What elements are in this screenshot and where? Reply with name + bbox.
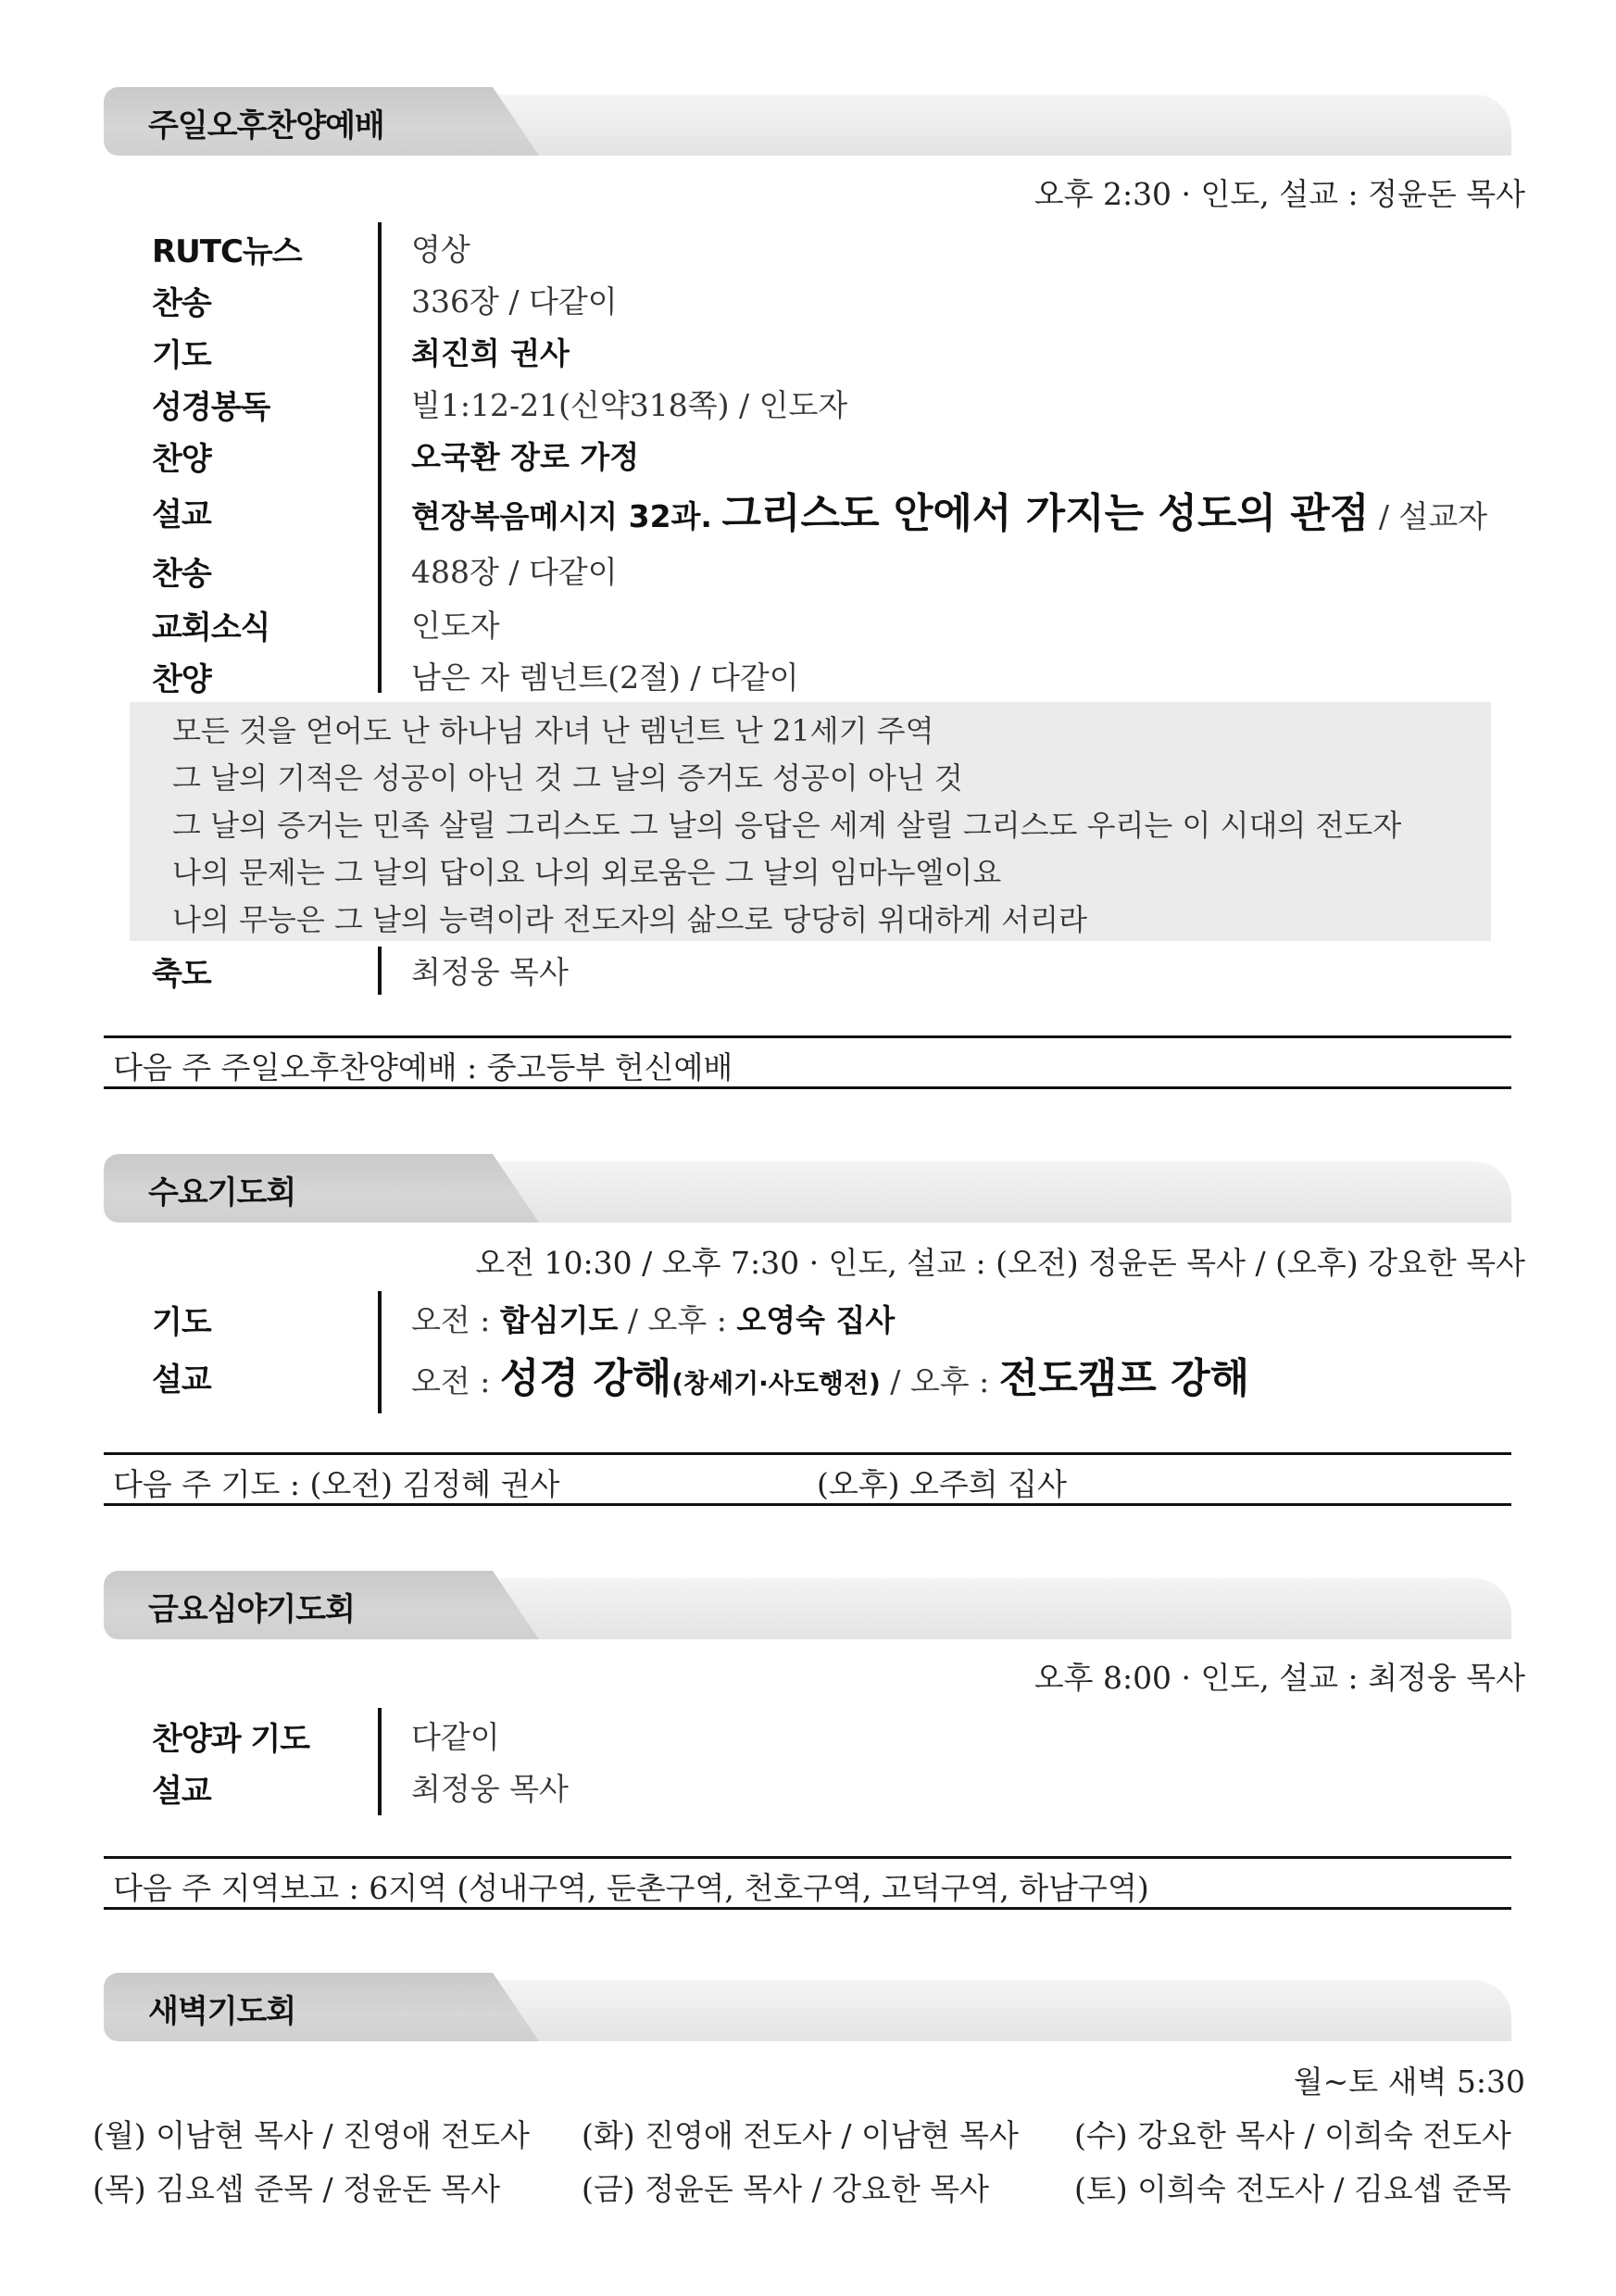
next-week-prayer-am: 다음 주 기도 : (오전) 김정혜 권사 (113, 1466, 560, 1502)
order-label: 성경봉독 (152, 389, 270, 426)
next-week-note (104, 1452, 1511, 1506)
schedule-entry: (월) 이남현 목사 / 진영애 전도사 (93, 2117, 530, 2153)
order-label: 기도 (152, 1304, 211, 1341)
order-value: 남은 자 렘넌트(2절) / 다같이 (411, 659, 799, 696)
order-label: 찬송 (152, 556, 211, 593)
order-value: 다같이 (411, 1719, 500, 1755)
order-value: 최정웅 목사 (411, 1771, 569, 1807)
order-value: 오국환 장로 가정 (411, 439, 640, 475)
pm-prefix: / 오후 : (890, 1363, 990, 1399)
order-label: 설교 (152, 1773, 211, 1810)
schedule-entry: (화) 진영애 전도사 / 이남현 목사 (582, 2117, 1019, 2153)
schedule-entry: (금) 정윤돈 목사 / 강요한 목사 (582, 2171, 989, 2207)
service-time: 월~토 새벽 5:30 (1293, 2064, 1525, 2100)
order-label: 찬양과 기도 (152, 1721, 310, 1758)
service-time: 오후 8:00 · 인도, 설교 : 최정웅 목사 (1033, 1660, 1525, 1696)
pm-prayer: 오영숙 집사 (736, 1302, 896, 1338)
schedule-entry: (토) 이희숙 전도사 / 김요셉 준목 (1074, 2171, 1511, 2207)
section-header-wednesday (104, 1154, 1511, 1223)
schedule-entry: (목) 김요셉 준목 / 정윤돈 목사 (93, 2171, 500, 2207)
am-sermon-note: (창세기·사도행전) (671, 1368, 881, 1399)
sermon-title: 그리스도 안에서 가지는 성도의 관점 (721, 490, 1370, 537)
lyrics-box (130, 702, 1491, 941)
section-title: 주일오후찬양예배 (148, 107, 384, 144)
order-label: 찬양 (152, 661, 211, 698)
section-header-friday (104, 1571, 1511, 1639)
section-header-sunday (104, 87, 1511, 156)
order-value: 최진희 권사 (411, 335, 570, 371)
next-week-text: 다음 주 주일오후찬양예배 : 중고등부 헌신예배 (113, 1049, 733, 1085)
order-value: 336장 / 다같이 (411, 283, 618, 320)
lyric-line: 나의 무능은 그 날의 능력이라 전도자의 삶으로 당당히 위대하게 서리라 (172, 902, 1087, 937)
next-week-prayer-pm: (오후) 오주희 집사 (817, 1466, 1067, 1502)
order-label: RUTC뉴스 (152, 233, 302, 270)
pm-prefix: / 오후 : (627, 1302, 727, 1338)
order-label: 설교 (152, 1361, 211, 1399)
prayer-value (411, 1297, 895, 1340)
order-value: 빌1:12-21(신약318쪽) / 인도자 (411, 387, 848, 423)
order-label: 교회소식 (152, 609, 270, 646)
sermon-speaker: / 설교자 (1378, 498, 1488, 534)
order-label: 찬송 (152, 285, 211, 322)
section-header-dawn (104, 1973, 1511, 2041)
am-prefix: 오전 : (411, 1363, 491, 1399)
order-label: 찬양 (152, 441, 211, 478)
sermon-value (411, 1345, 1249, 1404)
next-week-text: 다음 주 지역보고 : 6지역 (성내구역, 둔촌구역, 천호구역, 고덕구역, 하남구역) (113, 1870, 1149, 1906)
order-label: 기도 (152, 337, 211, 374)
order-value: 488장 / 다같이 (411, 554, 618, 590)
order-value: 인도자 (411, 608, 500, 644)
section-title: 수요기도회 (148, 1174, 296, 1211)
lyric-line: 그 날의 기적은 성공이 아닌 것 그 날의 증거도 성공이 아닌 것 (172, 760, 963, 796)
sermon-value (411, 480, 1487, 539)
service-time: 오후 2:30 · 인도, 설교 : 정윤돈 목사 (1033, 176, 1525, 212)
order-label: 축도 (152, 956, 211, 993)
schedule-entry: (수) 강요한 목사 / 이희숙 전도사 (1074, 2117, 1511, 2153)
section-title: 금요심야기도회 (148, 1591, 355, 1628)
am-prayer: 합심기도 (499, 1302, 619, 1338)
next-week-note (104, 1856, 1511, 1910)
lyric-line: 그 날의 증거는 민족 살릴 그리스도 그 날의 응답은 세계 살릴 그리스도 우리는 이 시대의 전도자 (172, 808, 1402, 843)
am-sermon: 성경 강해 (499, 1355, 672, 1402)
lyric-line: 모든 것을 얻어도 난 하나님 자녀 난 렘넌트 난 21세기 주역 (172, 713, 934, 748)
pm-sermon: 전도캠프 강해 (998, 1355, 1250, 1402)
lyric-line: 나의 문제는 그 날의 답이요 나의 외로움은 그 날의 임마누엘이요 (172, 855, 1002, 890)
order-label: 설교 (152, 496, 211, 533)
next-week-note (104, 1035, 1511, 1089)
sermon-series: 현장복음메시지 32과. (411, 498, 712, 534)
order-value: 최정웅 목사 (411, 954, 569, 990)
order-value: 영상 (411, 232, 470, 268)
section-title: 새벽기도회 (148, 1993, 296, 2030)
service-time: 오전 10:30 / 오후 7:30 · 인도, 설교 : (오전) 정윤돈 목사 / (오후) 강요한 목사 (475, 1245, 1525, 1281)
am-prefix: 오전 : (411, 1302, 491, 1338)
